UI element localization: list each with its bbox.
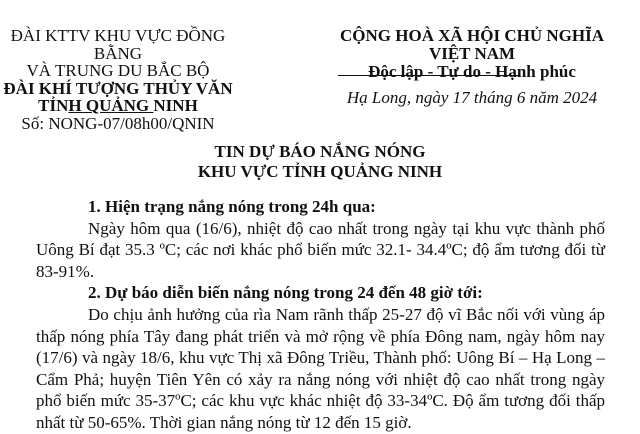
agency-line-3: ĐÀI KHÍ TƯỢNG THỦY VĂN xyxy=(3,78,233,98)
title-line-1: TIN DỰ BÁO NẮNG NÓNG xyxy=(214,142,426,161)
title-line-2: KHU VỰC TỈNH QUẢNG NINH xyxy=(197,162,443,181)
country-name: CỘNG HOÀ XÃ HỘI CHỦ NGHĨA VIỆT NAM xyxy=(340,26,604,63)
agency-line-2: VÀ TRUNG DU BẮC BỘ xyxy=(26,61,210,80)
issuing-agency xyxy=(0,27,236,132)
national-motto xyxy=(318,27,626,81)
document-number: Số: NONG-07/08h00/QNIN xyxy=(21,113,215,133)
document-date: Hạ Long, ngày 17 tháng 6 năm 2024 xyxy=(346,88,598,107)
document-title xyxy=(0,142,640,182)
agency-line-4 xyxy=(0,97,236,115)
agency-line-4a: TỈN xyxy=(38,96,69,115)
section-2-heading: 2. Dự báo diễn biến nắng nóng trong 24 đến 48 giờ tới: xyxy=(88,283,483,303)
document-body xyxy=(36,196,605,434)
motto: Độc lập - Tự do - Hạnh phúc xyxy=(368,62,576,81)
section-2-text: Do chịu ảnh hưởng của rìa Nam rãnh thấp 25-27 độ vĩ Bắc nối với vùng áp thấp nóng phía Tây đang phát triển và mở rộng về phía Đông nam, ngày hôm nay (17/6) và ngày 18/6, khu vực Thị xã Đông Triều, Thành phố: Uông Bí – Hạ Long – Cẩm Phả; huyện Tiên Yên có xảy ra nắng nóng với nhiệt độ cao nhất trong ngày phổ biến mức 35-37ºC; các khu vực khác nhiệt độ 33-34ºC. Độ ẩm tương đối thấp nhất từ 50-65%. Thời gian nắng nóng từ 12 đến 15 giờ. xyxy=(36,304,605,432)
agency-line-4c: NINH xyxy=(153,96,198,115)
section-1-text: Ngày hôm qua (16/6), nhiệt độ cao nhất trong ngày tại khu vực thành phố Uông Bí đạt 35.3 ºC; các nơi khác phổ biến mức 32.1- 34.4ºC; độ ẩm tương đối từ 83-91%. xyxy=(36,218,605,281)
section-1-heading: 1. Hiện trạng nắng nóng trong 24h qua: xyxy=(88,197,376,216)
agency-line-4b: H QUẢNG xyxy=(68,96,154,115)
motto-underline xyxy=(338,75,520,76)
agency-line-1: ĐÀI KTTV KHU VỰC ĐỒNG BẰNG xyxy=(10,26,226,63)
